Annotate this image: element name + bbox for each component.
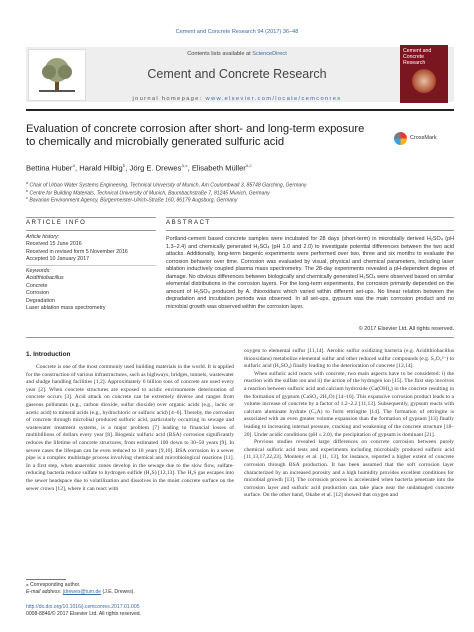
history-item: Accepted 10 January 2017 xyxy=(26,256,90,263)
article-info-top-rule xyxy=(26,217,156,218)
journal-title[interactable]: Cement and Concrete Research xyxy=(147,67,327,81)
journal-cover-thumbnail[interactable] xyxy=(400,45,448,103)
affiliation-marker: c xyxy=(26,196,28,201)
homepage-prefix: journal homepage: xyxy=(132,96,206,102)
doi-link[interactable]: http://dx.doi.org/10.1016/j.cemconres.2017.01.005 xyxy=(26,604,140,610)
keyword-item: Degradation xyxy=(26,297,55,304)
crossmark-badge[interactable] xyxy=(394,130,448,146)
issn-line: 0008-8846/© 2017 Elsevier Ltd. All rights reserved. xyxy=(26,611,142,617)
article-info-rule xyxy=(26,230,156,231)
author-name[interactable]: Bettina Huber xyxy=(26,163,73,173)
email-suffix: (J.E. Drewes). xyxy=(102,589,135,595)
cover-image xyxy=(412,69,436,93)
body-column-left xyxy=(26,364,234,493)
abstract-bottom-rule xyxy=(26,337,454,338)
affiliation-text: Chair of Urban Water Systems Engineering, Technical University of Munich, Am Coulombwall 3, 85748 Garching, Germany xyxy=(29,182,307,189)
footnote-marker: ⁎ xyxy=(26,582,29,588)
author-name[interactable]: Jörg E. Drewes xyxy=(129,163,182,173)
keywords-rule xyxy=(26,265,156,266)
affiliation-text: Bavarian Environment Agency, Bürgermeister-Ulrich-Straße 160, 86179 Augsburg, Germany xyxy=(29,197,238,204)
crossmark-icon xyxy=(394,132,407,145)
body-column-right xyxy=(244,348,454,500)
homepage-link[interactable]: www.elsevier.com/locate/cemconres xyxy=(205,96,342,102)
journal-homepage xyxy=(0,96,474,102)
sciencedirect-link[interactable]: ScienceDirect xyxy=(252,51,287,57)
abstract-copyright: © 2017 Elsevier Ltd. All rights reserved. xyxy=(358,326,454,332)
abstract-text: Portland-cement based concrete samples were incubated for 28 days (short-term) in microbially derived H₂SO₄ (pH 1.3–2.4) and chemically generated H₂SO₄ (pH 1.0 and 2.0) to investigate potential differences between the two acid attacks. Additionally, long-term biogenic experiments were performed over two, three and six months to evaluate the corrosion behavior over time. Corrosion was evaluated by visual, physical and chemical parameters, including laser ablation inductively coupled plasma mass spectrometry. The 28-day experiments revealed a pH-dependent degree of damage. No obvious differences between biologically and chemically generated H₂SO₄ were observed based on similar elemental distributions in the corrosion layers. For the long-term experiments, the corrosion primarily depended on the amount of H₂SO₄ produced by A. thiooxidans which varied within different set-ups. No linear relation between the degradation and incubation periods was observed. In all set-ups, gypsum was the main corrosion product and no microbial growth was observed within the corrosion layer. xyxy=(166,236,454,310)
body-paragraph: oxygen to elemental sulfur [11,14]. Aerobic sulfur oxidizing bacteria (e.g. Acidithiobacillus thiooxidans) metabolize elemental sulfur and other reduced sulfur compounds (e.g. S₂O₃²⁻) to sulfuric acid (H₂SO₄) finally leading to the deterioration of concrete [12,14]. xyxy=(244,348,454,370)
section-heading-introduction: 1. Introduction xyxy=(26,351,71,358)
footnote-rule xyxy=(26,579,66,580)
footnote xyxy=(26,582,236,596)
keyword-item: Corrosion xyxy=(26,290,49,297)
header-divider xyxy=(26,109,454,111)
keywords-label: Keywords: xyxy=(26,268,51,274)
contents-prefix: Contents lists available at xyxy=(187,51,253,57)
author-affiliation-marker[interactable]: b xyxy=(122,163,126,168)
corresponding-author-note xyxy=(26,582,236,589)
author-name[interactable]: Harald Hilbig xyxy=(79,163,123,173)
abstract-top-rule xyxy=(166,217,454,218)
footnote-label: Corresponding author. xyxy=(29,582,81,588)
doi-block xyxy=(26,604,326,618)
article-title: Evaluation of concrete corrosion after short- and long-term exposure to chemically and microbially generated sulfuric acid xyxy=(26,123,365,148)
email-label: E-mail address: xyxy=(26,589,62,595)
abstract-heading: ABSTRACT xyxy=(166,220,211,226)
body-paragraph: When sulfuric acid reacts with concrete, two main aspects have to be considered: i) the reaction with the sulfate ion and ii) the action of the hydrogen ion [15]. The first step involves a reaction between sulfuric acid and calcium hydroxide (Ca(OH)₂) in the concrete resulting in the formation of gypsum (CaSO₄·2H₂O) [14–16]. This expansive corrosion product leads to a volume increase of concrete by a factor of 1.2–2.2 [11,13]. Subsequently, gypsum reacts with calcium aluminate hydrate (C₃A) to form ettringite [14]. The formation of ettringite is associated with an even greater volume expansion than the formation of gypsum [13] finally leading to increasing internal pressure, cracking and weakening of the concrete structure [18–20]. Under acidic conditions (pH ≤ 2.0), the precipitation of gypsum is dominant [21]. xyxy=(244,370,454,438)
author-affiliation-marker[interactable]: a,c xyxy=(245,163,252,168)
author-list: Bettina Huber$^a$, Harald Hilbig$^b$, Jörg E. Drewes$^{a,⁎}$, Elisabeth Müller$^{a,c}$ xyxy=(26,163,252,173)
keyword-item: Laser ablation mass spectrometry xyxy=(26,305,106,312)
history-label: Article history: xyxy=(26,234,60,240)
keywords xyxy=(26,268,156,312)
history-item: Received 15 June 2016 xyxy=(26,241,82,248)
body-paragraph: Concrete is one of the most commonly used building materials in the world. It is applied for the construction of various infrastructures, such as highways, bridges, tunnels, wastewater and sludge handling facilities [1,2]. Approximately 6 billion tons of concrete are used every year [2]. When concrete structures are exposed to acidic environments deterioration of concrete occurs [3]. Acid attack on concrete can be extremely diverse and ranges from gaseous pollutants (e.g., carbon dioxide, sulfur dioxide) over organic acids (e.g., lactic or acetic acid) to mineral acids (e.g., hydrochloric or sulfuric acid) [4–6]. Thereby, the corrosion of concrete through microbial produced sulfuric acid, particularly occurring in sewage and wastewater treatment systems, is a major problem [7] leading to financial losses of multibillions of dollars every year [8]. Biogenic sulfuric acid (BSA) corrosion significantly reduces the lifetime of concrete structures, from estimated 100 down to 30–50 years [9]. In severe cases the lifespan can be even reduced to 10 years [9,10]. BSA corrosion in a sewer pipe is a complex multistage process involving chemical and microbiological reactions [11]. In a first step, when anaerobic zones develop in the sewage due to the slow flow, sulfate-reducing bacteria reduce sulfate to hydrogen sulfide (H₂S) [12,13]. The H₂S gas escapes into the sewer headspace due to volatilization and dissolves in the moist concrete surface on the sewer crown [12], where it can react with xyxy=(26,364,234,492)
author-name[interactable]: Elisabeth Müller xyxy=(191,163,246,173)
author-email-link[interactable]: jdrewes@tum.de xyxy=(62,589,102,595)
author-affiliation-marker[interactable]: a xyxy=(72,163,75,168)
crossmark-label: CrossMark xyxy=(410,135,437,141)
affiliation xyxy=(26,195,456,205)
affiliation-marker: b xyxy=(26,188,29,193)
body-paragraph: Previous studies revealed large differences on concrete corrosion between purely chemical sulfuric acid tests and experiments including microbially produced sulfuric acid [11,13,17,22,23]. Monteny et al. [11, 13], for instance, reported a higher extent of concrete corrosion through BSA production. It has been assumed that the soft corrosion layer characterized by an increased porosity and a high humidity provides excellent conditions for microbial growth [13]. The corrosion process is accelerated when bacteria penetrate into the corrosion layer and sulfuric acid production can take place near the undamaged concrete surface. On the other hand, Okabe et al. [12] showed that oxygen and xyxy=(244,439,454,499)
keyword-item: Concrete xyxy=(26,282,48,289)
affiliation-text: Centre for Building Materials, Technical University of Munich, Baumbachstraße 7, 81245 Munich, Germany xyxy=(29,190,270,197)
article-info-heading: ARTICLE INFO xyxy=(26,220,87,226)
affiliation-marker: a xyxy=(26,181,29,185)
abstract-rule xyxy=(166,230,454,231)
author-affiliation-marker[interactable]: a,⁎ xyxy=(181,163,188,168)
keyword-item: Acidithiobacillus xyxy=(26,275,64,282)
journal-reference[interactable]: Cement and Concrete Research 94 (2017) 36–48 xyxy=(175,29,299,35)
article-history xyxy=(26,234,156,264)
history-item: Received in revised form 5 November 2016 xyxy=(26,248,128,255)
cover-title: Cement and Concrete Research xyxy=(403,48,432,66)
email-line xyxy=(26,589,236,596)
